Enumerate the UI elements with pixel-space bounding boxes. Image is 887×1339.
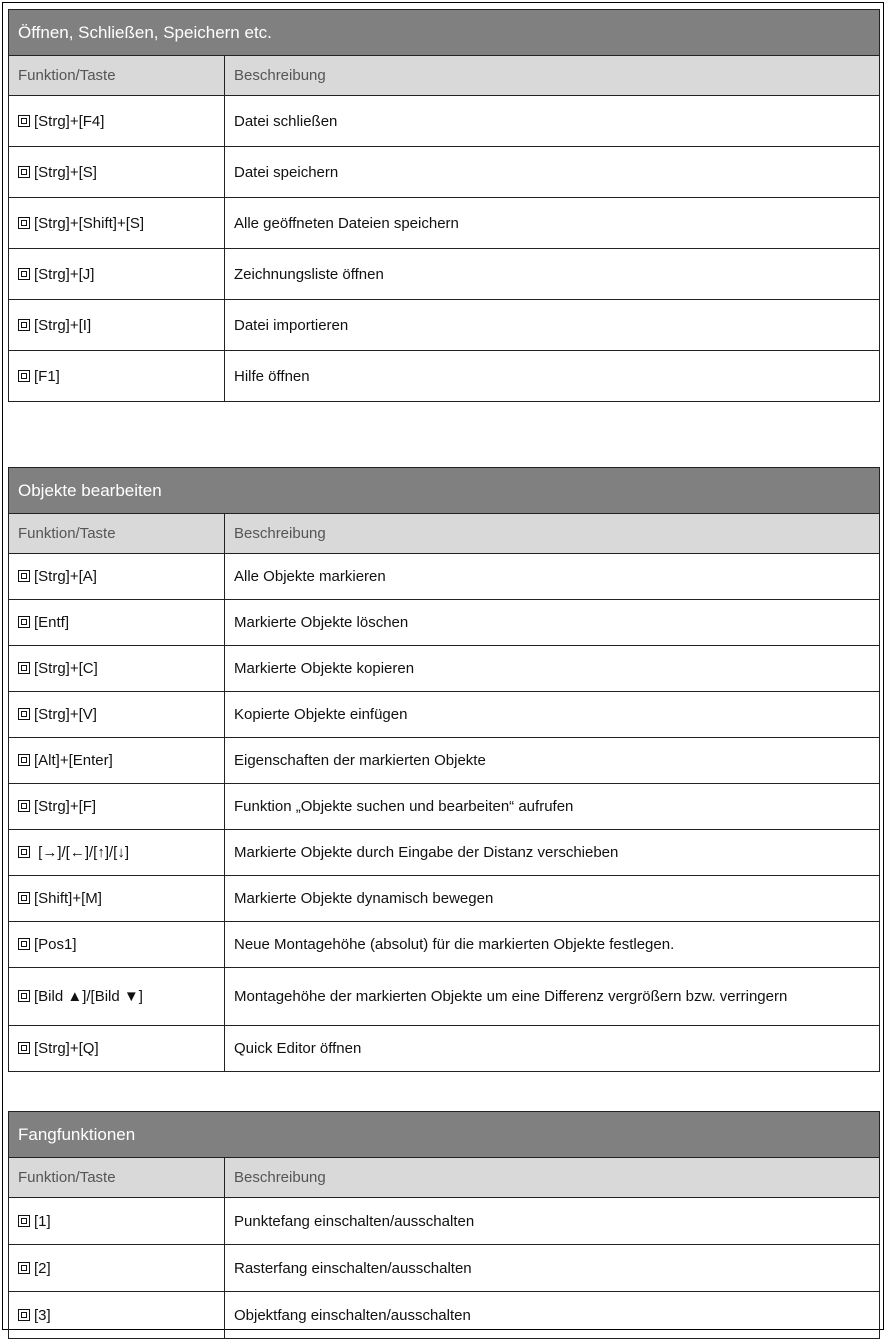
shortcut-description: Markierte Objekte kopieren <box>225 646 880 692</box>
shortcut-key: [Strg]+[V] <box>34 706 97 723</box>
shortcut-description: Punktefang einschalten/ausschalten <box>225 1198 880 1245</box>
keyboard-icon <box>18 115 30 127</box>
table-row <box>9 922 880 968</box>
shortcut-key: [1] <box>34 1212 51 1230</box>
keyboard-icon <box>18 616 30 628</box>
shortcut-key: [Strg]+[A] <box>34 568 97 585</box>
shortcut-table-snap-functions <box>8 1111 880 1339</box>
keyboard-icon <box>18 319 30 331</box>
table-row <box>9 600 880 646</box>
shortcut-table-open-close-save <box>8 9 880 402</box>
table-row <box>9 351 880 402</box>
keyboard-icon <box>18 166 30 178</box>
table-row <box>9 646 880 692</box>
column-header-description: Beschreibung <box>225 1158 880 1198</box>
shortcut-description: Alle geöffneten Dateien speichern <box>225 198 880 249</box>
shortcut-description: Neue Montagehöhe (absolut) für die markierten Objekte festlegen. <box>225 922 880 968</box>
shortcut-key: [Strg]+[F4] <box>34 112 105 130</box>
shortcut-key: [Pos1] <box>34 936 77 953</box>
shortcut-description: Kopierte Objekte einfügen <box>225 692 880 738</box>
column-header-key: Funktion/Taste <box>9 1158 225 1198</box>
keyboard-icon <box>18 938 30 950</box>
document-frame <box>2 2 884 1330</box>
keyboard-icon <box>18 662 30 674</box>
keyboard-icon <box>18 1042 30 1054</box>
table-row <box>9 96 880 147</box>
table-row <box>9 784 880 830</box>
shortcut-description: Markierte Objekte durch Eingabe der Distanz verschieben <box>225 830 880 876</box>
shortcut-description: Zeichnungsliste öffnen <box>225 249 880 300</box>
shortcut-key: [Strg]+[J] <box>34 265 95 283</box>
keyboard-icon <box>18 800 30 812</box>
table-row <box>9 830 880 876</box>
keyboard-icon <box>18 754 30 766</box>
shortcut-description: Hilfe öffnen <box>225 351 880 402</box>
shortcut-key: [F1] <box>34 367 60 385</box>
shortcut-description: Eigenschaften der markierten Objekte <box>225 738 880 784</box>
column-header-key: Funktion/Taste <box>9 514 225 554</box>
shortcut-key: [Shift]+[M] <box>34 890 102 907</box>
table-row <box>9 738 880 784</box>
shortcut-key: [Alt]+[Enter] <box>34 752 113 769</box>
keyboard-icon <box>18 1215 30 1227</box>
shortcut-key: [Strg]+[C] <box>34 660 98 677</box>
keyboard-icon <box>18 846 30 858</box>
shortcut-table-edit-objects <box>8 467 880 1072</box>
keyboard-icon <box>18 570 30 582</box>
shortcut-description: Datei importieren <box>225 300 880 351</box>
table-row <box>9 1292 880 1339</box>
table-title: Fangfunktionen <box>9 1112 880 1158</box>
table-row <box>9 876 880 922</box>
shortcut-key: [Strg]+[Shift]+[S] <box>34 214 145 232</box>
keyboard-icon <box>18 892 30 904</box>
shortcut-description: Montagehöhe der markierten Objekte um eine Differenz vergrößern bzw. verringern <box>225 968 880 1026</box>
table-row <box>9 1026 880 1072</box>
shortcut-key: [Strg]+[S] <box>34 163 97 181</box>
shortcut-key: [Strg]+[I] <box>34 316 92 334</box>
table-row <box>9 147 880 198</box>
shortcut-description: Markierte Objekte dynamisch bewegen <box>225 876 880 922</box>
table-row <box>9 1198 880 1245</box>
table-row <box>9 249 880 300</box>
shortcut-key: [→]/[←]/[↑]/[↓] <box>34 844 130 861</box>
table-title: Objekte bearbeiten <box>9 468 880 514</box>
shortcut-key: [2] <box>34 1259 51 1277</box>
shortcut-description: Objektfang einschalten/ausschalten <box>225 1292 880 1339</box>
column-header-description: Beschreibung <box>225 514 880 554</box>
table-row <box>9 554 880 600</box>
shortcut-key: [Strg]+[F] <box>34 798 97 815</box>
keyboard-icon <box>18 1309 30 1321</box>
column-header-key: Funktion/Taste <box>9 56 225 96</box>
keyboard-icon <box>18 217 30 229</box>
shortcut-key: [3] <box>34 1306 51 1324</box>
shortcut-description: Markierte Objekte löschen <box>225 600 880 646</box>
keyboard-icon <box>18 1262 30 1274</box>
table-row <box>9 968 880 1026</box>
table-row <box>9 1245 880 1292</box>
keyboard-icon <box>18 708 30 720</box>
table-row <box>9 692 880 738</box>
shortcut-description: Funktion „Objekte suchen und bearbeiten“ aufrufen <box>225 784 880 830</box>
table-title: Öffnen, Schließen, Speichern etc. <box>9 10 880 56</box>
table-row <box>9 198 880 249</box>
shortcut-key: [Strg]+[Q] <box>34 1040 99 1057</box>
shortcut-key: [Bild ▲]/[Bild ▼] <box>34 988 143 1005</box>
shortcut-key: [Entf] <box>34 614 70 631</box>
shortcut-description: Datei schließen <box>225 96 880 147</box>
keyboard-icon <box>18 370 30 382</box>
shortcut-description: Alle Objekte markieren <box>225 554 880 600</box>
column-header-description: Beschreibung <box>225 56 880 96</box>
table-row <box>9 300 880 351</box>
keyboard-icon <box>18 990 30 1002</box>
shortcut-description: Datei speichern <box>225 147 880 198</box>
shortcut-description: Quick Editor öffnen <box>225 1026 880 1072</box>
keyboard-icon <box>18 268 30 280</box>
shortcut-description: Rasterfang einschalten/ausschalten <box>225 1245 880 1292</box>
